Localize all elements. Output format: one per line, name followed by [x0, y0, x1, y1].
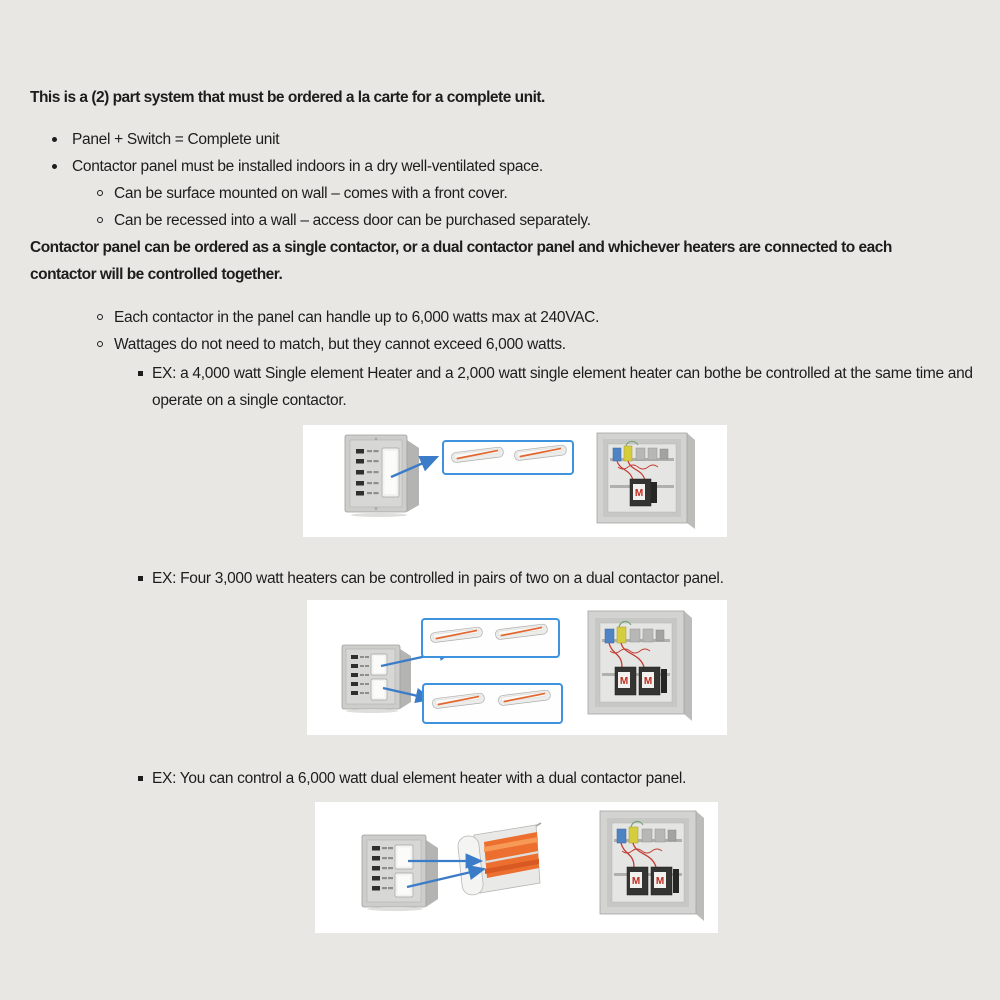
- contactor-brand-letter: M: [631, 876, 641, 887]
- bullet-disc-icon: [52, 137, 57, 142]
- dual-contactor-panel-illustration: [600, 811, 704, 921]
- bullet-circle-icon: [97, 314, 103, 320]
- contactor-brand-letter: M: [619, 676, 629, 687]
- example-3-figure: [315, 802, 718, 933]
- list-item: [0, 180, 1000, 207]
- example-text: EX: You can control a 6,000 watt dual element heater with a dual contactor panel.: [152, 770, 687, 787]
- dual-element-heater-diagram-image: [315, 802, 718, 933]
- contactor-heading: Contactor panel can be ordered as a single contactor, or a dual contactor panel and whichever heaters are connected to each contactor will be controlled together.: [30, 239, 892, 283]
- dual-contactor-panel-illustration: [588, 611, 692, 721]
- list-item: [0, 304, 1000, 331]
- list-item-text: Each contactor in the panel can handle up to 6,000 watts max at 240VAC.: [114, 309, 600, 326]
- list-item: [0, 207, 1000, 234]
- contactor-brand-letter: M: [643, 676, 653, 687]
- switch-plate-illustration: [345, 435, 419, 517]
- list-item: [0, 153, 1000, 180]
- example-item: [0, 360, 1000, 414]
- list-item-text: Can be recessed into a wall – access door can be purchased separately.: [114, 212, 591, 229]
- intro-bullet-list: [0, 126, 1000, 234]
- bullet-disc-icon: [52, 164, 57, 169]
- single-contactor-panel-illustration: [597, 433, 695, 529]
- example-text: EX: a 4,000 watt Single element Heater and a 2,000 watt single element heater can bothe be controlled at the same time and operate on a single contactor.: [152, 365, 973, 409]
- list-item-text: Panel + Switch = Complete unit: [72, 131, 280, 148]
- bullet-circle-icon: [97, 341, 103, 347]
- list-item-text: Contactor panel must be installed indoors in a dry well-ventilated space.: [72, 158, 543, 175]
- example-item: [0, 565, 1000, 592]
- intro-heading: This is a (2) part system that must be ordered a la carte for a complete unit.: [30, 89, 545, 106]
- example-1-figure: [303, 425, 727, 537]
- list-item: [0, 331, 1000, 358]
- contactor-brand-letter: M: [655, 876, 665, 887]
- example-text: EX: Four 3,000 watt heaters can be controlled in pairs of two on a dual contactor panel.: [152, 570, 724, 587]
- bullet-square-icon: [138, 576, 143, 581]
- bullet-square-icon: [138, 371, 143, 376]
- switch-plate-illustration: [342, 645, 411, 713]
- example-item: [0, 765, 1000, 792]
- dual-contactor-pairs-diagram-image: [307, 600, 727, 735]
- bullet-circle-icon: [97, 190, 103, 196]
- bullet-circle-icon: [97, 217, 103, 223]
- switch-plate-illustration: [362, 835, 438, 911]
- example-2-figure: [307, 600, 727, 735]
- list-item-text: Wattages do not need to match, but they cannot exceed 6,000 watts.: [114, 336, 566, 353]
- list-item: [0, 126, 1000, 153]
- single-contactor-diagram-image: [303, 425, 727, 537]
- list-item-text: Can be surface mounted on wall – comes with a front cover.: [114, 185, 508, 202]
- bullet-square-icon: [138, 776, 143, 781]
- contactor-bullet-list: [0, 304, 1000, 358]
- contactor-brand-letter: M: [634, 488, 644, 499]
